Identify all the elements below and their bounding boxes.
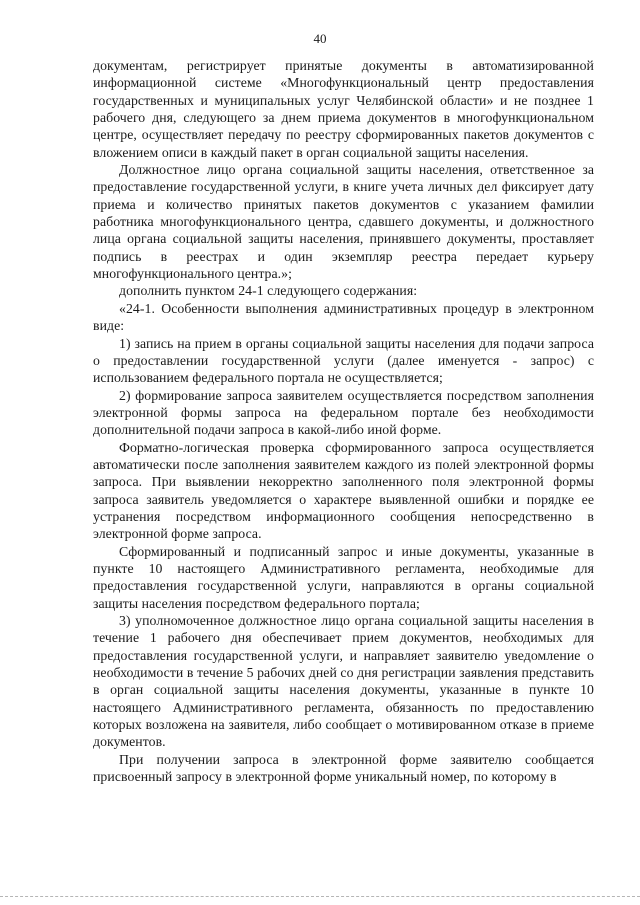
paragraph-item-2: 2) формирование запроса заявителем осуществляется посредством заполнения электронной формы запроса на федеральном портале без необходимости дополнительной подачи запроса в какой-либо иной форме. xyxy=(93,387,594,438)
paragraph-amendment-intro: дополнить пунктом 24-1 следующего содержания: xyxy=(119,283,418,299)
paragraph-item-3: 3) уполномоченное должностное лицо органа социальной защиты населения в течение 1 рабочего дня обеспечивает прием документов, необходимых для предоставления государственной услуги, и направляет заявителю уведомление о необходимости в течение 5 рабочих дней со дня регистрации заявления представить в орган социальной защиты населения документы, указанные в пункте 10 настоящего Административного регламента, обязанность по предоставлению которых возложена на заявителя, либо сообщает о мотивированном отказе в приеме документов. xyxy=(93,613,594,750)
document-body xyxy=(93,57,594,785)
paragraph-continuation: документам, регистрирует принятые документы в автоматизированной информационной системе «Многофункциональный центр предоставления государственных и муниципальных услуг Челябинской области» и не позднее 1 рабочего дня, следующего за днем приема документов в многофункциональном центре, осуществляет передачу по реестру сформированных пакетов документов с вложением описи в каждый пакет в орган социальной защиты населения. xyxy=(93,58,594,160)
paragraph-format-check: Форматно-логическая проверка сформированного запроса осуществляется автоматически после заполнения заявителем каждого из полей электронной формы запроса. При выявлении некорректно заполненного поля электронной формы запроса заявитель уведомляется о характере выявленной ошибки и порядке ее устранения посредством информационного сообщения непосредственно в электронной форме запроса. xyxy=(93,439,594,542)
page-bottom-divider xyxy=(0,896,640,897)
page-number: 40 xyxy=(313,31,327,46)
paragraph-section-24-1-heading: «24-1. Особенности выполнения административных процедур в электронном виде: xyxy=(93,300,594,334)
paragraph-official-duties: Должностное лицо органа социальной защиты населения, ответственное за предоставление государственной услуги, в книге учета личных дел фиксирует дату приема и количество принятых пакетов документов с указанием фамилии работника многофункционального центра, сдавшего документы, и должностного лица органа социальной защиты населения, принявшего документы, проставляет подпись в реестрах и один экземпляр реестра передает курьеру многофункционального центра.»; xyxy=(93,162,594,282)
paragraph-submitted-request: Сформированный и подписанный запрос и иные документы, указанные в пункте 10 настоящего Административного регламента, необходимые для предоставления государственной услуги, направляются в органы социальной защиты населения посредством федерального портала; xyxy=(93,543,594,611)
paragraph-electronic-request: При получении запроса в электронной форме заявителю сообщается присвоенный запросу в электронной форме уникальный номер, по которому в xyxy=(93,751,594,785)
paragraph-item-1: 1) запись на прием в органы социальной защиты населения для подачи запроса о предоставлении государственной услуги (далее именуется - запрос) с использованием федерального портала не осуществляется; xyxy=(93,335,594,386)
